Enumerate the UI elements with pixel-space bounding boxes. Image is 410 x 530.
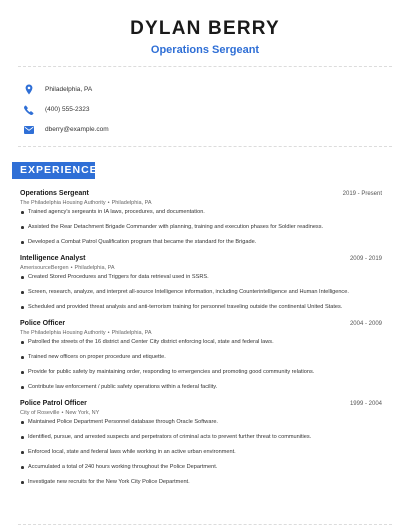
contact-location [22,80,109,99]
candidate-name: DYLAN BERRY [130,18,280,39]
envelope-icon [22,123,36,137]
job-header [20,319,382,329]
bullet-item: Investigate new recruits for the New York City Police Department. [20,479,382,486]
job-bullets [20,339,382,391]
bullet-item: Scheduled and provided threat analysis and anti-terrorism training for personnel traveling outside the continental United States. [20,304,382,311]
bullet-item: Provide for public safety by maintaining order, responding to emergencies and promoting good community relations. [20,369,382,376]
job-location: Philadelphia, PA [74,265,115,271]
job-dates: 1999 - 2004 [349,401,382,407]
job-employer: City of Roseville [20,410,60,416]
job-entry [20,319,382,391]
job-location: Philadelphia, PA [111,330,152,336]
bullet-item: Patrolled the streets of the 16 district and Center City district enforcing local, state and federal laws. [20,339,382,346]
contact-phone-text: (400) 555-2323 [45,106,90,113]
job-dates: 2004 - 2009 [349,321,382,327]
job-employer-line [20,264,382,272]
job-employer: The Philadelphia Housing Authority [20,200,106,206]
phone-icon [22,103,36,117]
job-employer-line [20,409,382,417]
contact-list [22,80,109,140]
job-entry [20,399,382,486]
job-title: Police Officer [20,320,66,327]
job-entry [20,189,382,246]
bullet-item: Assisted the Rear Detachment Brigade Commander with planning, training and execution phases for Soldier readiness. [20,224,382,231]
job-header [20,189,382,199]
divider [18,66,392,67]
job-location: New York, NY [65,410,100,416]
bullet-item: Developed a Combat Patrol Qualification program that became the standard for the Brigade. [20,239,382,246]
contact-email [22,120,109,139]
bullet-item: Trained new officers on proper procedure and etiquette. [20,354,382,361]
contact-location-text: Philadelphia, PA [45,86,93,93]
job-dates: 2009 - 2019 [349,256,382,262]
job-employer-line [20,199,382,207]
job-employer-line [20,329,382,337]
job-bullets [20,209,382,246]
divider [18,146,392,147]
job-bullets [20,419,382,486]
contact-phone [22,100,109,119]
bullet-item: Identified, pursue, and arrested suspects and perpetrators of criminal acts to prevent further threat to communities. [20,434,382,441]
job-title: Operations Sergeant [20,190,89,197]
separator-dot: • [107,330,110,336]
job-employer: AmerisourceBergen [20,265,69,271]
experience-list [20,189,382,494]
resume-header [0,0,410,57]
job-dates: 2019 - Present [342,191,382,197]
bullet-item: Created Stored Procedures and Triggers for data retrieval used in SSRS. [20,274,382,281]
job-location: Philadelphia, PA [111,200,152,206]
map-pin-icon [22,83,36,97]
bullet-item: Trained agency's sergeants in IA laws, procedures, and documentation. [20,209,382,216]
bullet-item: Screen, research, analyze, and interpret all-source Intelligence information, including Counterintelligence and Human Intelligence. [20,289,382,296]
bullet-item: Maintained Police Department Personnel database through Oracle Software. [20,419,382,426]
job-header [20,399,382,409]
job-entry [20,254,382,311]
job-header [20,254,382,264]
separator-dot: • [61,410,64,416]
separator-dot: • [70,265,73,271]
section-heading-experience: EXPERIENCE [12,162,95,179]
job-title: Intelligence Analyst [20,255,86,262]
bullet-item: Enforced local, state and federal laws while working in an active urban environment. [20,449,382,456]
candidate-title: Operations Sergeant [150,44,260,56]
job-employer: The Philadelphia Housing Authority [20,330,106,336]
job-title: Police Patrol Officer [20,400,87,407]
separator-dot: • [107,200,110,206]
job-bullets [20,274,382,311]
divider [18,524,392,525]
contact-email-text: dberry@example.com [45,126,109,133]
bullet-item: Accumulated a total of 240 hours working throughout the Police Department. [20,464,382,471]
bullet-item: Contribute law enforcement / public safety operations within a federal facility. [20,384,382,391]
